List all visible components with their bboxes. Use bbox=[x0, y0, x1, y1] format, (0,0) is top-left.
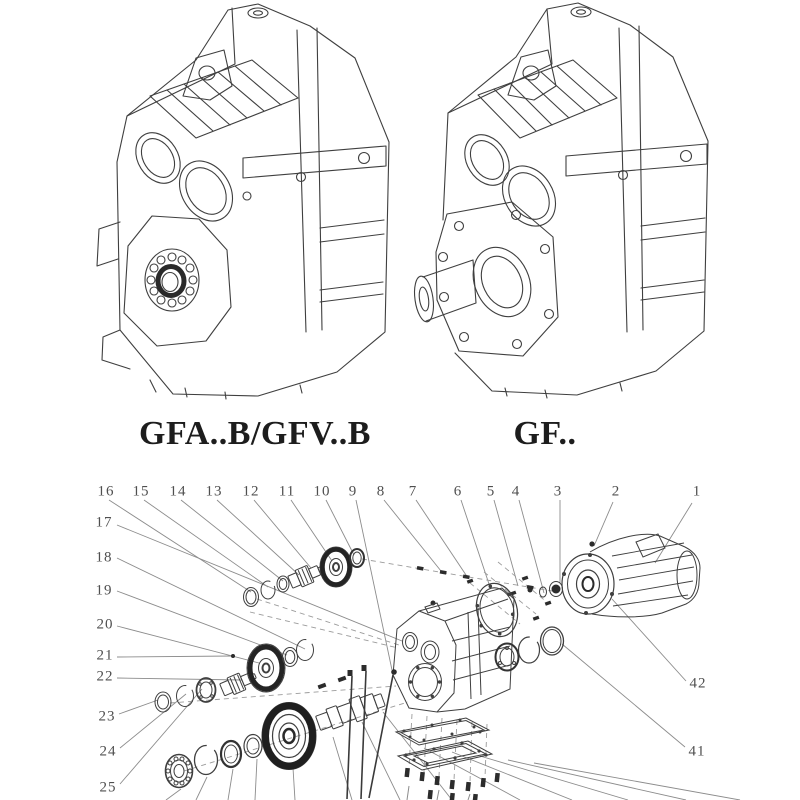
callout-21: 21 bbox=[96, 647, 114, 664]
callout-15: 15 bbox=[132, 483, 150, 500]
callout-12: 12 bbox=[242, 483, 260, 500]
callout-5: 5 bbox=[486, 483, 496, 500]
callout-8: 8 bbox=[376, 483, 386, 500]
callout-3: 3 bbox=[553, 483, 563, 500]
output-shaft bbox=[412, 260, 476, 323]
callout-17: 17 bbox=[95, 514, 113, 531]
bearing-balls-left bbox=[147, 253, 197, 307]
callout-22: 22 bbox=[96, 668, 114, 685]
bore-bolt-holes bbox=[409, 666, 441, 698]
callout-14: 14 bbox=[169, 483, 187, 500]
callout-2: 2 bbox=[611, 483, 621, 500]
left-gearbox-drawing bbox=[97, 4, 389, 399]
ball-ring bbox=[166, 757, 192, 785]
callout-11: 11 bbox=[278, 483, 296, 500]
callout-1: 1 bbox=[692, 483, 702, 500]
callout-20: 20 bbox=[96, 616, 114, 633]
callout-6: 6 bbox=[453, 483, 463, 500]
callout-10: 10 bbox=[313, 483, 331, 500]
callout-9: 9 bbox=[348, 483, 358, 500]
callout-42: 42 bbox=[689, 675, 707, 692]
callout-23: 23 bbox=[98, 708, 116, 725]
callout-25: 25 bbox=[99, 779, 117, 796]
callout-16: 16 bbox=[97, 483, 115, 500]
exploded-parts-diagram bbox=[109, 500, 740, 800]
motor-assembly bbox=[471, 534, 700, 671]
flange-bolt-holes bbox=[439, 211, 554, 349]
callout-18: 18 bbox=[95, 549, 113, 566]
right-gearbox-drawing bbox=[412, 3, 708, 398]
callout-4: 4 bbox=[511, 483, 521, 500]
callout-7: 7 bbox=[408, 483, 418, 500]
intermediate-shaft-assembly bbox=[155, 640, 314, 713]
model-label-right: GF.. bbox=[513, 415, 577, 452]
input-pinion-assembly bbox=[244, 547, 365, 607]
callout-13: 13 bbox=[205, 483, 223, 500]
callout-24: 24 bbox=[99, 743, 117, 760]
callout-41: 41 bbox=[688, 743, 706, 760]
model-label-left: GFA..B/GFV..B bbox=[139, 415, 371, 452]
callout-19: 19 bbox=[95, 582, 113, 599]
